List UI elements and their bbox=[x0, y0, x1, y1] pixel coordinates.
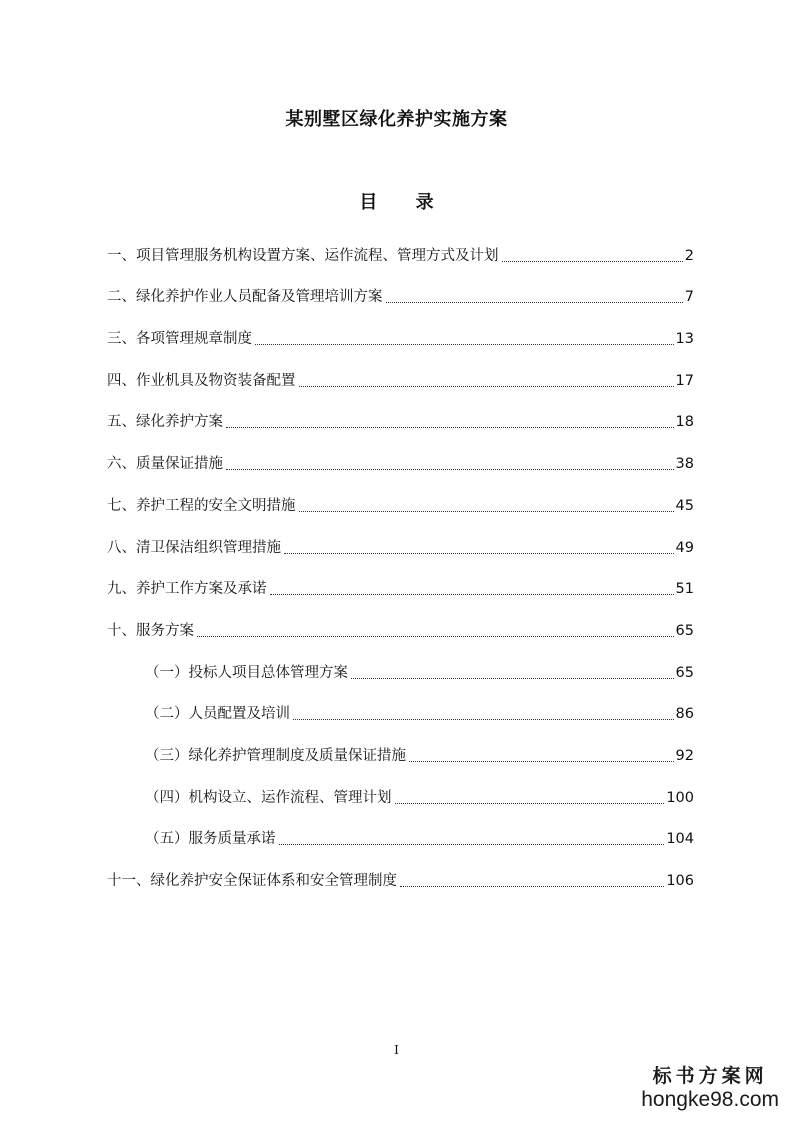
toc-entry-page: 2 bbox=[684, 247, 694, 264]
toc-entry[interactable] bbox=[107, 603, 694, 645]
toc-entry-label: （五）服务质量承诺 bbox=[145, 831, 276, 848]
toc-entry-label: 三、各项管理规章制度 bbox=[107, 331, 252, 348]
toc-entry-label: （三）绿化养护管理制度及质量保证措施 bbox=[145, 747, 406, 764]
toc-entry-label: 八、清卫保洁组织管理措施 bbox=[107, 539, 281, 556]
toc-entry[interactable] bbox=[107, 478, 694, 520]
toc-entry[interactable] bbox=[107, 728, 694, 770]
toc-leader-dots bbox=[226, 427, 674, 428]
toc-entry[interactable] bbox=[107, 395, 694, 437]
toc-entry[interactable] bbox=[107, 687, 694, 729]
toc-entry-label: 一、项目管理服务机构设置方案、运作流程、管理方式及计划 bbox=[107, 247, 499, 264]
toc-entry-page: 51 bbox=[675, 581, 694, 598]
toc-entry-label: 五、绿化养护方案 bbox=[107, 414, 223, 431]
toc-entry-label: 四、作业机具及物资装备配置 bbox=[107, 372, 296, 389]
toc-entry[interactable] bbox=[107, 270, 694, 312]
toc-leader-dots bbox=[197, 636, 674, 637]
watermark-url: hongke98.com bbox=[641, 1088, 779, 1111]
toc-entry[interactable] bbox=[107, 645, 694, 687]
toc-leader-dots bbox=[502, 261, 683, 262]
toc-leader-dots bbox=[284, 553, 674, 554]
toc-leader-dots bbox=[351, 678, 674, 679]
toc-entry[interactable] bbox=[107, 853, 694, 895]
toc-entry-label: 十一、绿化养护安全保证体系和安全管理制度 bbox=[107, 873, 397, 889]
toc-entry[interactable] bbox=[107, 770, 694, 812]
toc-leader-dots bbox=[386, 302, 683, 303]
toc-leader-dots bbox=[226, 469, 674, 470]
toc-heading: 目 录 bbox=[359, 192, 450, 213]
toc-entry-label: 七、养护工程的安全文明措施 bbox=[107, 497, 296, 514]
toc-leader-dots bbox=[270, 594, 674, 595]
toc-entry-page: 7 bbox=[684, 289, 694, 306]
toc-entry-page: 13 bbox=[675, 331, 694, 348]
page-number: I bbox=[394, 1043, 399, 1057]
toc-entry[interactable] bbox=[107, 812, 694, 854]
toc-leader-dots bbox=[293, 719, 674, 720]
toc-entry-label: 六、质量保证措施 bbox=[107, 456, 223, 473]
toc-entry-page: 65 bbox=[675, 664, 694, 681]
toc-entry-label: 十、服务方案 bbox=[107, 622, 194, 639]
toc-leader-dots bbox=[279, 844, 665, 845]
document-title: 某别墅区绿化养护实施方案 bbox=[285, 109, 508, 130]
toc-entry-page: 65 bbox=[675, 622, 694, 639]
toc-entry-page: 100 bbox=[666, 789, 694, 806]
toc-leader-dots bbox=[255, 344, 674, 345]
toc-entry[interactable] bbox=[107, 311, 694, 353]
toc-entry[interactable] bbox=[107, 520, 694, 562]
toc-entry[interactable] bbox=[107, 436, 694, 478]
toc-entry-page: 49 bbox=[675, 539, 694, 556]
toc-entry-page: 86 bbox=[675, 706, 694, 723]
toc-entry[interactable] bbox=[107, 228, 694, 270]
toc-leader-dots bbox=[400, 886, 664, 887]
toc-entry-label: 二、绿化养护作业人员配备及管理培训方案 bbox=[107, 289, 383, 306]
toc-entry-page: 38 bbox=[675, 456, 694, 473]
toc-entry-label: （二）人员配置及培训 bbox=[145, 706, 290, 723]
table-of-contents bbox=[107, 228, 694, 895]
watermark bbox=[641, 1064, 779, 1112]
toc-leader-dots bbox=[395, 803, 665, 804]
toc-entry-page: 17 bbox=[675, 372, 694, 389]
watermark-site-name: 标书方案网 bbox=[652, 1065, 768, 1087]
toc-entry-page: 92 bbox=[675, 747, 694, 764]
toc-entry[interactable] bbox=[107, 562, 694, 604]
toc-entry[interactable] bbox=[107, 353, 694, 395]
toc-entry-page: 104 bbox=[666, 831, 694, 848]
toc-leader-dots bbox=[299, 511, 674, 512]
toc-entry-label: （一）投标人项目总体管理方案 bbox=[145, 664, 348, 681]
toc-leader-dots bbox=[409, 761, 674, 762]
toc-leader-dots bbox=[299, 386, 674, 387]
toc-entry-page: 18 bbox=[675, 414, 694, 431]
toc-entry-label: （四）机构设立、运作流程、管理计划 bbox=[145, 789, 392, 806]
toc-entry-page: 45 bbox=[675, 497, 694, 514]
toc-entry-label: 九、养护工作方案及承诺 bbox=[107, 581, 267, 598]
toc-entry-page: 106 bbox=[666, 873, 694, 889]
